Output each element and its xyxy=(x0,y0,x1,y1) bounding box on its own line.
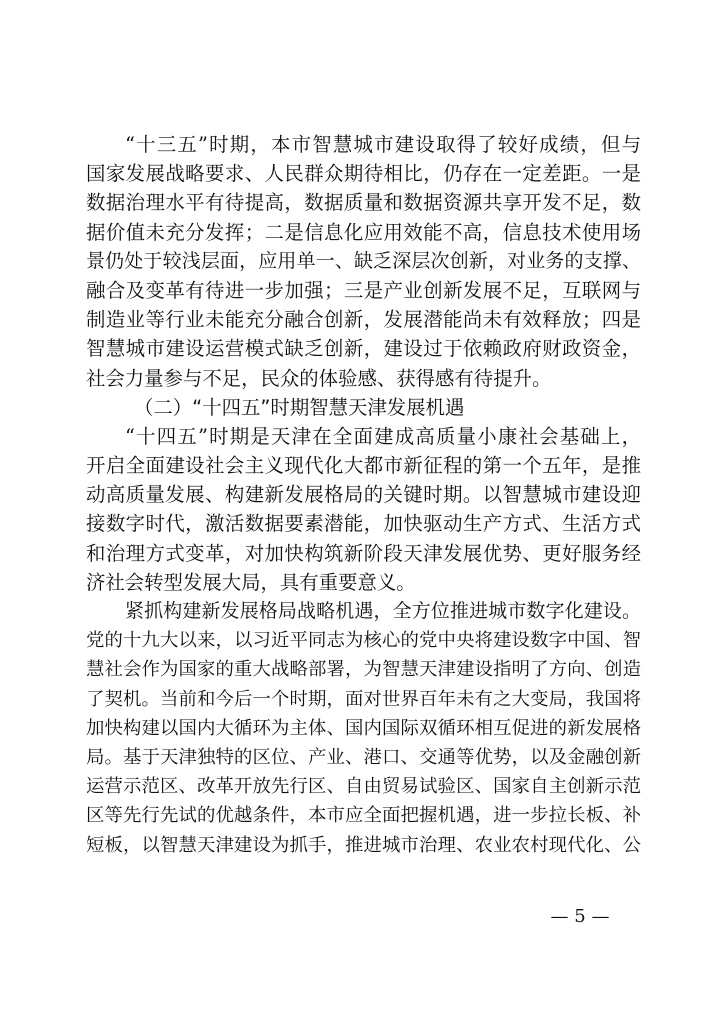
text-line: 国家发展战略要求、人民群众期待相比，仍存在一定差距。一是 xyxy=(86,162,641,186)
section-heading: （二）“十四五”时期智慧天津发展机遇 xyxy=(134,395,465,419)
text-line: “十四五”时期是天津在全面建成高质量小康社会基础上， xyxy=(125,424,641,448)
text-line: 运营示范区、改革开放先行区、自由贸易试验区、国家自主创新示范 xyxy=(86,776,641,798)
paragraph-1 xyxy=(86,130,641,393)
text-line: “十三五”时期，本市智慧城市建设取得了较好成绩，但与 xyxy=(125,133,641,156)
text-line: 党的十九大以来，以习近平同志为核心的党中央将建设数字中国、智 xyxy=(86,630,641,652)
text-line: 局。基于天津独特的区位、产业、港口、交通等优势，以及金融创新 xyxy=(86,746,641,768)
paragraph-2 xyxy=(86,422,641,597)
text-line: 智慧城市建设运营模式缺乏创新，建设过于依赖政府财政资金， xyxy=(86,337,641,361)
text-line: 济社会转型发展大局，具有重要意义。 xyxy=(86,570,416,594)
text-line: 接数字时代，激活数据要素潜能，加快驱动生产方式、生活方式 xyxy=(86,512,641,536)
text-line: 了契机。当前和今后一个时期，面对世界百年未有之大变局，我国将 xyxy=(86,688,641,710)
text-line: 开启全面建设社会主义现代化大都市新征程的第一个五年，是推 xyxy=(86,454,641,478)
paragraph-3 xyxy=(86,597,641,860)
text-line: 慧社会作为国家的重大战略部署，为智慧天津建设指明了方向、创造 xyxy=(86,659,641,681)
text-line: 动高质量发展、构建新发展格局的关键时期。以智慧城市建设迎 xyxy=(86,483,641,507)
text-line: 和治理方式变革，对加快构筑新阶段天津发展优势、更好服务经 xyxy=(86,541,641,565)
text-line: 区等先行先试的优越条件，本市应全面把握机遇，进一步拉长板、补 xyxy=(86,805,641,827)
text-line: 加快构建以国内大循环为主体、国内国际双循环相互促进的新发展格 xyxy=(86,717,641,739)
text-line: 制造业等行业未能充分融合创新，发展潜能尚未有效释放；四是 xyxy=(86,308,641,332)
text-line: 社会力量参与不足，民众的体验感、获得感有待提升。 xyxy=(86,366,552,390)
document-body xyxy=(86,130,641,860)
text-line: 短板，以智慧天津建设为抓手，推进城市治理、农业农村现代化、公 xyxy=(86,834,641,856)
text-line: 融合及变革有待进一步加强；三是产业创新发展不足，互联网与 xyxy=(86,278,641,302)
text-line: 紧抓构建新发展格局战略机遇，全方位推进城市数字化建设。 xyxy=(125,600,641,622)
text-line: 数据治理水平有待提高，数据质量和数据资源共享开发不足，数 xyxy=(86,191,641,215)
text-line: 景仍处于较浅层面，应用单一、缺乏深层次创新，对业务的支撑、 xyxy=(86,249,641,272)
page-number: — 5 — xyxy=(550,906,610,927)
text-line: 据价值未充分发挥；二是信息化应用效能不高，信息技术使用场 xyxy=(86,220,641,244)
